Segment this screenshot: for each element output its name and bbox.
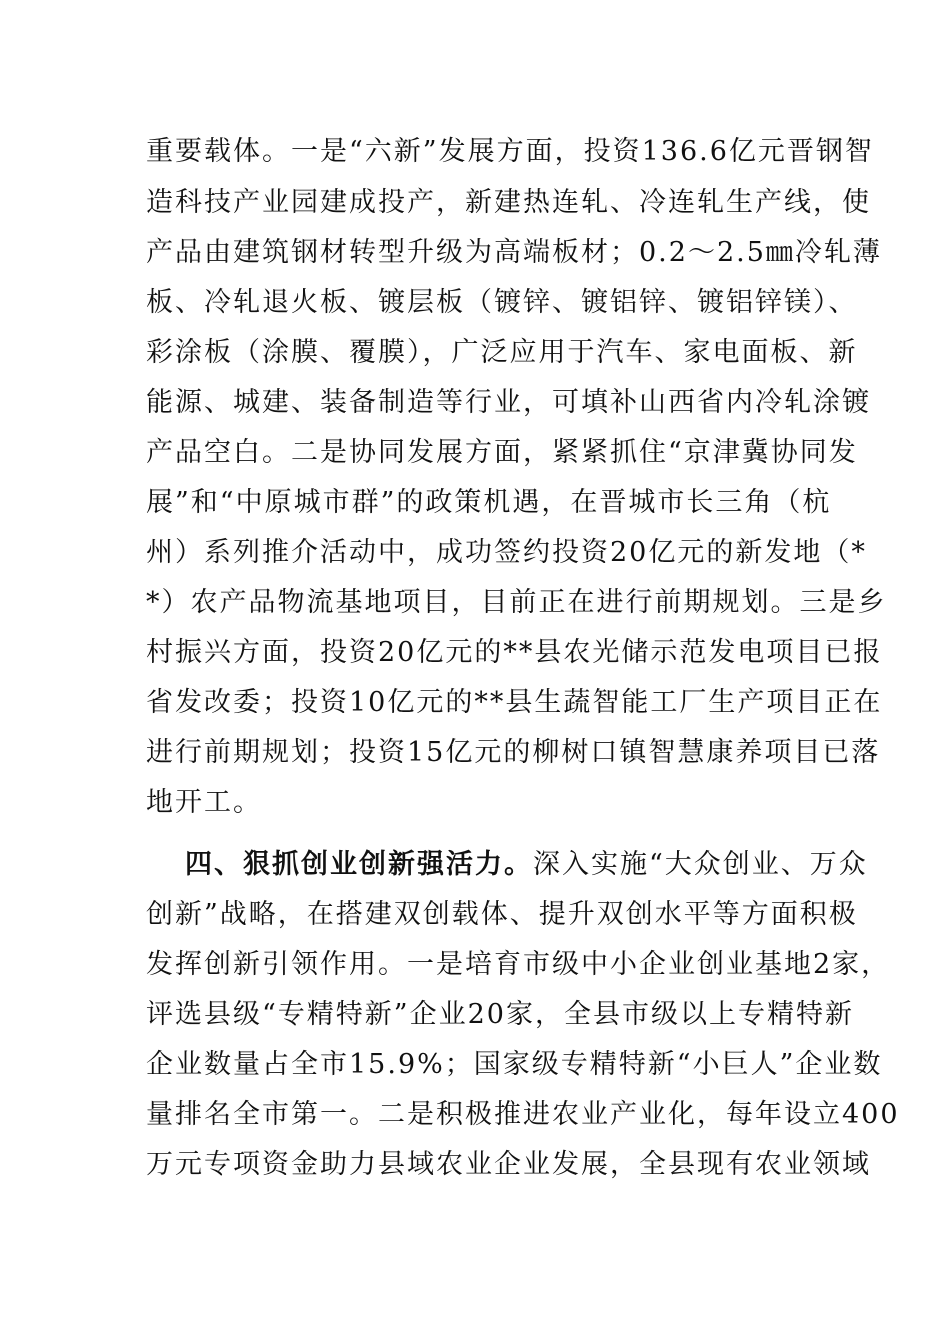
paragraph-line: 造科技产业园建成投产，新建热连轧、冷连轧生产线，使	[146, 187, 871, 218]
paragraph-line: 能源、城建、装备制造等行业，可填补山西省内冷轧涂镀	[146, 387, 871, 418]
paragraph-line: 量排名全市第一。二是积极推进农业产业化，每年设立400	[146, 1099, 900, 1130]
section-first-line	[185, 845, 868, 885]
paragraph-line: 发挥创新引领作用。一是培育市级中小企业创业基地2家，	[146, 949, 891, 980]
paragraph-line: 地开工。	[146, 787, 262, 818]
paragraph-line: 重要载体。一是“六新”发展方面，投资136.6亿元晋钢智	[146, 136, 874, 167]
paragraph-line: 万元专项资金助力县域农业企业发展，全县现有农业领域	[146, 1149, 871, 1180]
paragraph-line: 进行前期规划；投资15亿元的柳树口镇智慧康养项目已落	[146, 737, 881, 768]
paragraph-line: 省发改委；投资10亿元的**县生蔬智能工厂生产项目正在	[146, 687, 883, 718]
paragraph-line: 产品由建筑钢材转型升级为高端板材；0.2～2.5㎜冷轧薄	[146, 237, 882, 268]
paragraph-line: *）农产品物流基地项目，目前正在进行前期规划。三是乡	[146, 587, 887, 618]
paragraph-line: 评选县级“专精特新”企业20家，全县市级以上专精特新	[146, 999, 854, 1030]
paragraph-line: 企业数量占全市15.9%；国家级专精特新“小巨人”企业数	[146, 1049, 883, 1080]
section-first-line-text: 深入实施“大众创业、万众	[533, 849, 868, 880]
section-heading: 四、狠抓创业创新强活力。	[185, 849, 533, 880]
paragraph-line: 村振兴方面，投资20亿元的**县农光储示范发电项目已报	[146, 637, 883, 668]
paragraph-line: 产品空白。二是协同发展方面，紧紧抓住“京津冀协同发	[146, 437, 858, 468]
paragraph-line: 创新”战略，在搭建双创载体、提升双创水平等方面积极	[146, 899, 858, 930]
paragraph-line: 板、冷轧退火板、镀层板（镀锌、镀铝锌、镀铝锌镁）、	[146, 287, 858, 318]
paragraph-line: 州）系列推介活动中，成功签约投资20亿元的新发地（*	[146, 537, 867, 568]
paragraph-line: 彩涂板（涂膜、覆膜），广泛应用于汽车、家电面板、新	[146, 337, 858, 368]
paragraph-line: 展”和“中原城市群”的政策机遇，在晋城市长三角（杭	[146, 487, 832, 518]
